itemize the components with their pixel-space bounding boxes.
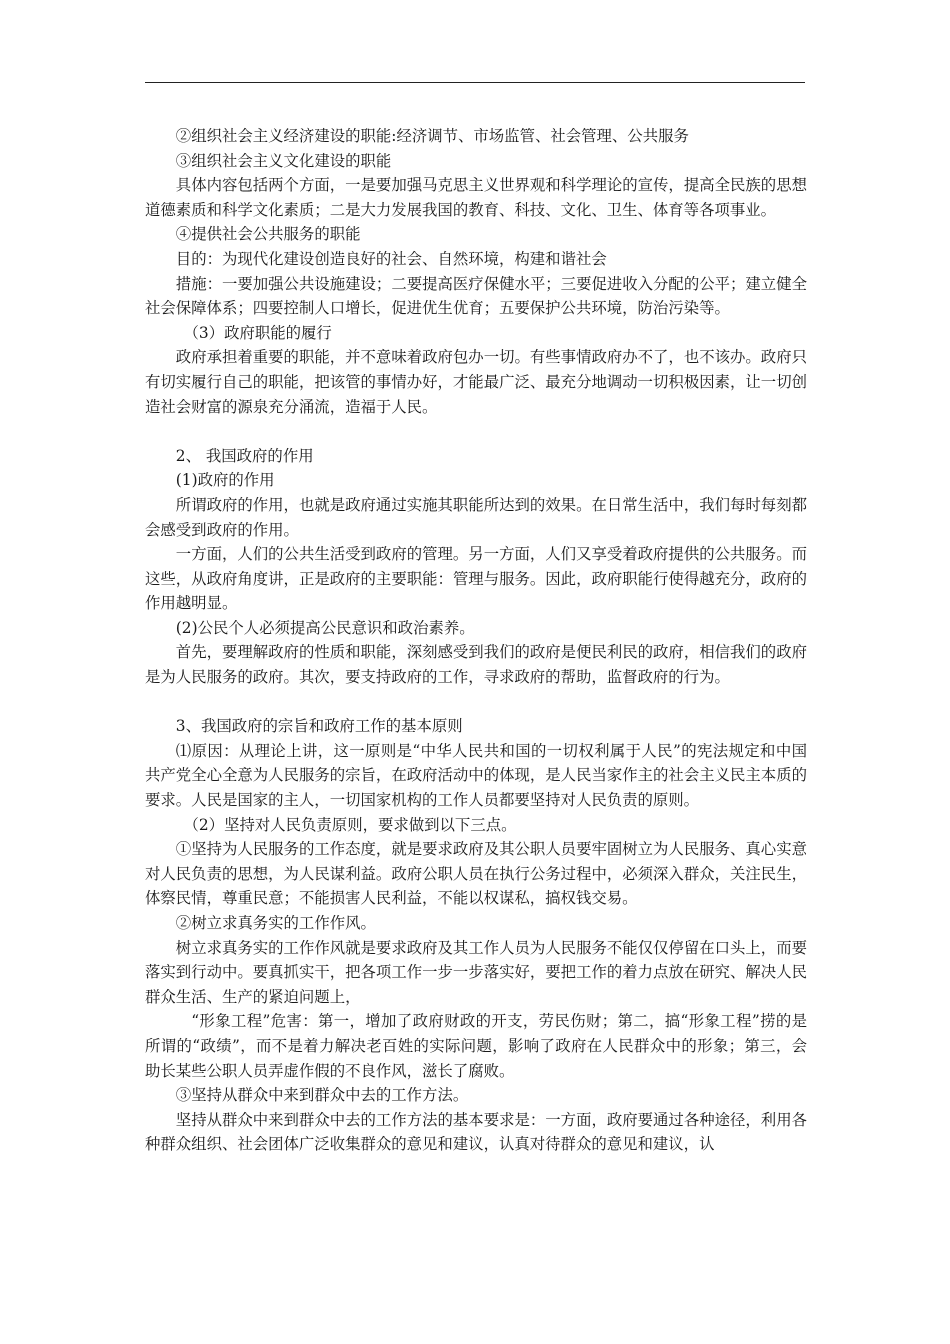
paragraph: 措施：一要加强公共设施建设；二要提高医疗保健水平；三要促进收入分配的公平；建立健全社会保障体系；四要控制人口增长，促进优生优育；五要保护公共环境，防治污染等。 — [145, 274, 807, 318]
paragraph: ③坚持从群众中来到群众中去的工作方法。 — [175, 1086, 469, 1105]
header-rule — [145, 82, 805, 83]
subheading: (2)公民个人必须提高公民意识和政治素养。 — [175, 618, 475, 637]
paragraph: ②树立求真务实的工作作风。 — [175, 914, 376, 932]
section-heading: 2、 我国政府的作用 — [175, 446, 314, 465]
spacer — [145, 419, 807, 444]
paragraph: 所谓政府的作用，也就是政府通过实施其职能所达到的效果。在日常生活中，我们每时每刻都会感受到政府的作用。 — [145, 495, 807, 539]
spacer — [145, 690, 807, 715]
paragraph: ①坚持为人民服务的工作态度，就是要求政府及其公职人员要牢固树立为人民服务、真心实意对人民负责的思想，为人民谋利益。政府公职人员在执行公务过程中，必须深入群众，关注民生，体察民情，尊重民意；不能损害人民利益，不能以权谋私，搞权钱交易。 — [145, 840, 807, 908]
paragraph: 坚持从群众中来到群众中去的工作方法的基本要求是：一方面，政府要通过各种途径，利用各种群众组织、社会团体广泛收集群众的意见和建议，认真对待群众的意见和建议，认 — [145, 1110, 807, 1154]
subheading: （3）政府职能的履行 — [183, 323, 332, 342]
paragraph: ⑴原因：从理论上讲，这一原则是“中华人民共和国的一切权利属于人民”的宪法规定和中国共产党全心全意为人民服务的宗旨，在政府活动中的体现，是人民当家作主的社会主义民主本质的要求。人民是国家的主人，一切国家机构的工作人员都要坚持对人民负责的原则。 — [145, 741, 807, 810]
subheading: (1)政府的作用 — [175, 471, 275, 490]
paragraph: ②组织社会主义经济建设的职能:经济调节、市场监管、社会管理、公共服务 — [175, 127, 689, 145]
subheading: （2）坚持对人民负责原则，要求做到以下三点。 — [183, 815, 517, 834]
paragraph: 首先，要理解政府的性质和职能，深刻感受到我们的政府是便民利民的政府，相信我们的政府是为人民服务的政府。其次，要支持政府的工作，寻求政府的帮助，监督政府的行为。 — [145, 643, 807, 687]
document-body — [145, 124, 807, 1157]
paragraph: ③组织社会主义文化建设的职能 — [175, 151, 392, 170]
paragraph: “形象工程”危害：第一，增加了政府财政的开支，劳民伤财；第二，搞“形象工程”捞的是所谓的“政绩”，而不是着力解决老百姓的实际问题，影响了政府在人民群众中的形象；第三，会助长某些公职人员弄虚作假的不良作风，滋长了腐败。 — [145, 1012, 807, 1080]
paragraph: ④提供社会公共服务的职能 — [175, 225, 361, 244]
paragraph: 政府承担着重要的职能，并不意味着政府包办一切。有些事情政府办不了，也不该办。政府只有切实履行自己的职能，把该管的事情办好，才能最广泛、最充分地调动一切积极因素，让一切创造社会财富的源泉充分涌流，造福于人民。 — [145, 348, 807, 416]
paragraph: 树立求真务实的工作作风就是要求政府及其工作人员为人民服务不能仅仅停留在口头上，而要落实到行动中。要真抓实干，把各项工作一步一步落实好，要把工作的着力点放在研究、解决人民群众生活、生产的紧迫问题上， — [145, 938, 807, 1006]
paragraph: 目的：为现代化建设创造良好的社会、自然环境，构建和谐社会 — [175, 249, 607, 268]
section-heading: 3、我国政府的宗旨和政府工作的基本原则 — [175, 717, 463, 736]
paragraph: 一方面，人们的公共生活受到政府的管理。另一方面，人们又享受着政府提供的公共服务。而这些，从政府角度讲，正是政府的主要职能：管理与服务。因此，政府职能行使得越充分，政府的作用越明显。 — [145, 545, 807, 613]
paragraph: 具体内容包括两个方面，一是要加强马克思主义世界观和科学理论的宣传，提高全民族的思想道德素质和科学文化素质；二是大力发展我国的教育、科技、文化、卫生、体育等各项事业。 — [145, 176, 807, 219]
